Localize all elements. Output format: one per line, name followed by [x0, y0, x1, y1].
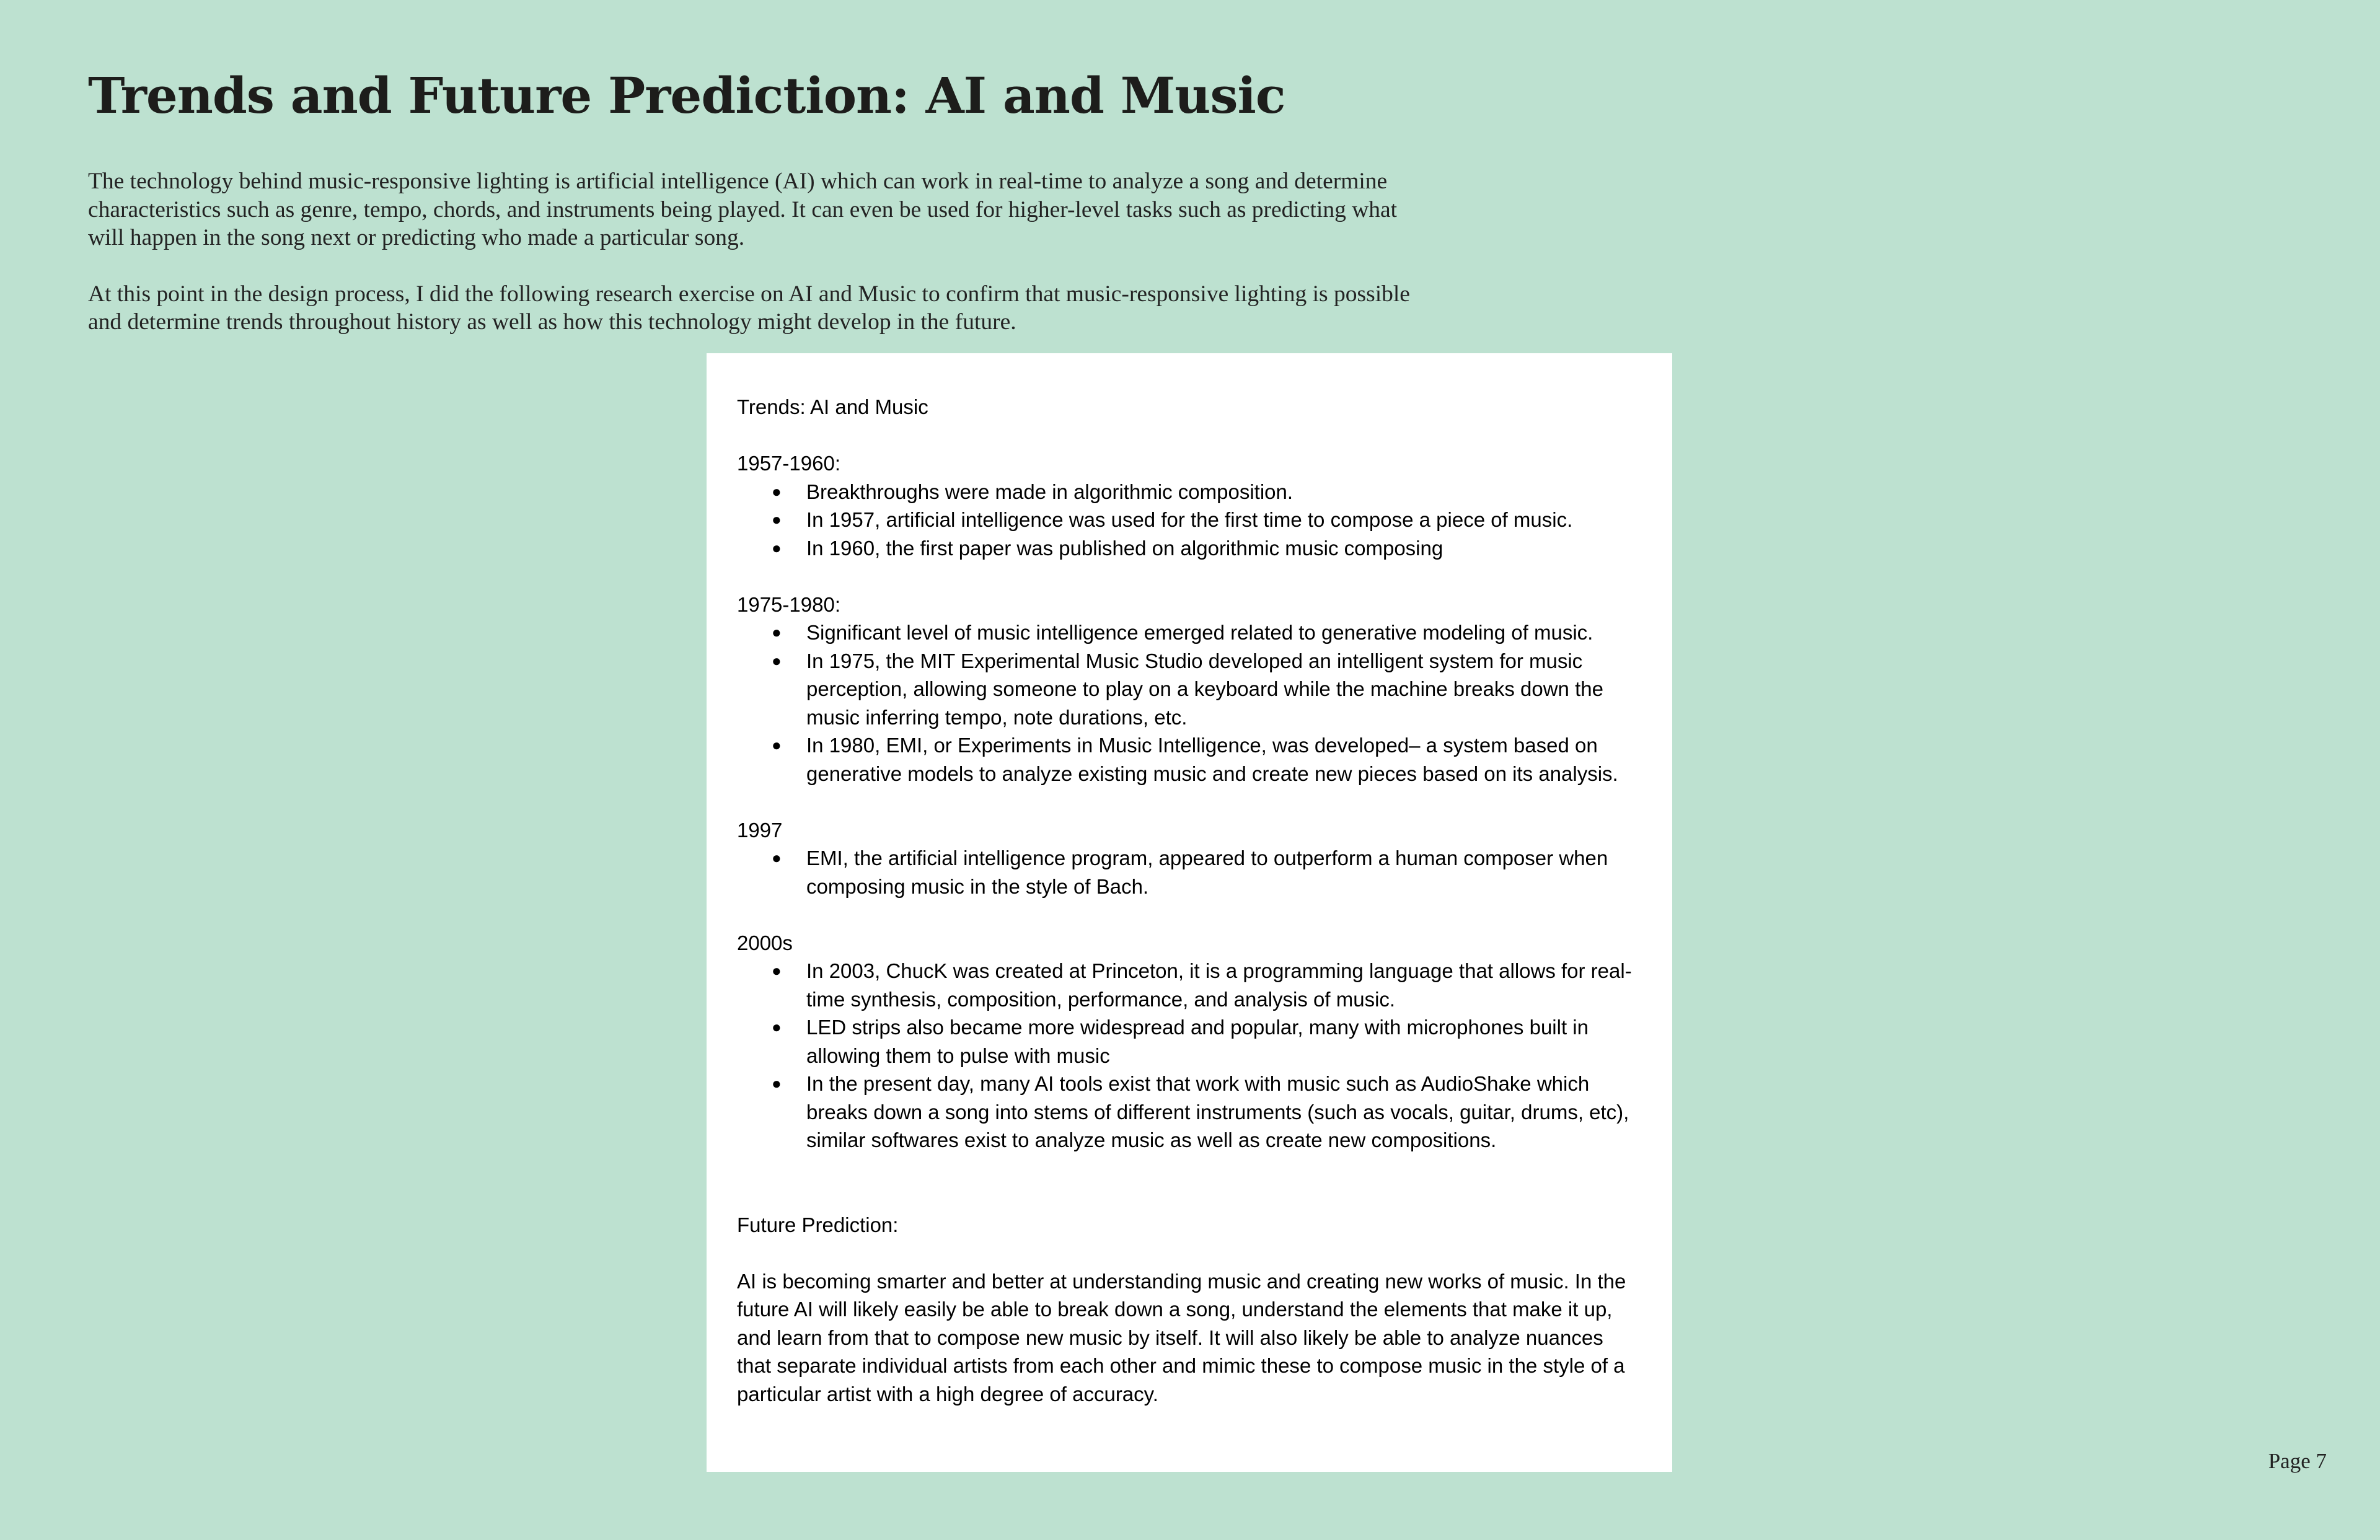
list-item — [737, 647, 1641, 732]
list-item-text: In 1980, EMI, or Experiments in Music Intelligence, was developed– a system based on generative models to analyze existing music and create new pieces based on its analysis. — [806, 734, 1618, 785]
bullet-icon: ● — [772, 482, 782, 501]
intro-paragraph: The technology behind music-responsive lighting is artificial intelligence (AI) which can work in real-time to analyze a song and determine characteristics such as genre, tempo, chords, and instruments being played. It can even be used for higher-level tasks such as predicting what will happen in the song next or predicting who made a particular song. — [88, 169, 1398, 250]
list-item-text: Significant level of music intelligence emerged related to generative modeling of music. — [806, 621, 1593, 644]
list-item — [737, 534, 1641, 563]
future-heading: Future Prediction: — [737, 1213, 899, 1236]
bullet-list — [737, 957, 1641, 1155]
list-item — [737, 618, 1641, 647]
bullet-icon: ● — [772, 651, 782, 670]
period-heading: 1997 — [737, 818, 783, 842]
list-item-text: In the present day, many AI tools exist that work with music such as AudioShake which breaks down a song into stems of different instruments (such as vocals, guitar, drums, etc), similar softwares exist to analyze music as well as create new compositions. — [806, 1072, 1629, 1151]
period-heading: 2000s — [737, 931, 793, 954]
list-item-text: In 1960, the first paper was published on algorithmic music composing — [806, 536, 1443, 560]
list-item — [737, 506, 1641, 534]
list-item-text: In 2003, ChucK was created at Princeton, it is a programming language that allows for real-time synthesis, composition, performance, and analysis of music. — [806, 959, 1632, 1011]
list-item — [737, 957, 1641, 1013]
page-title: Trends and Future Prediction: AI and Music — [88, 66, 1285, 125]
intro-text — [88, 167, 1433, 364]
list-item-text: Breakthroughs were made in algorithmic composition. — [806, 480, 1294, 503]
document-heading: Trends: AI and Music — [737, 395, 928, 418]
bullet-icon: ● — [772, 1074, 782, 1093]
embedded-document — [707, 353, 1672, 1472]
list-item — [737, 731, 1641, 788]
list-item — [737, 478, 1641, 506]
intro-paragraph: At this point in the design process, I did the following research exercise on AI and Music to confirm that music-responsive lighting is possible and determine trends throughout history as well as how this technology might develop in the future. — [88, 281, 1410, 335]
list-item — [737, 844, 1641, 900]
bullet-icon: ● — [772, 736, 782, 754]
bullet-icon: ● — [772, 848, 782, 867]
bullet-icon: ● — [772, 961, 782, 980]
future-paragraph: AI is becoming smarter and better at understanding music and creating new works of music. In the future AI will likely easily be able to break down a song, understand the elements that make it up, and learn from that to compose new music by itself. It will also likely be able to analyze nuances that separate individual artists from each other and mimic these to compose music in the style of a particular artist with a high degree of accuracy. — [737, 1269, 1626, 1406]
bullet-list — [737, 844, 1641, 900]
bullet-icon: ● — [772, 538, 782, 557]
list-item — [737, 1070, 1641, 1155]
bullet-icon: ● — [772, 1018, 782, 1036]
list-item-text: LED strips also became more widespread and popular, many with microphones built in allowing them to pulse with music — [806, 1016, 1589, 1067]
bullet-icon: ● — [772, 510, 782, 529]
list-item-text: In 1957, artificial intelligence was used for the first time to compose a piece of music. — [806, 508, 1573, 531]
bullet-list — [737, 478, 1641, 563]
list-item — [737, 1013, 1641, 1070]
list-item-text: In 1975, the MIT Experimental Music Studio developed an intelligent system for music perception, allowing someone to play on a keyboard while the machine breaks down the music inferring tempo, note durations, etc. — [806, 649, 1603, 729]
period-heading: 1957-1960: — [737, 452, 840, 475]
page-number: Page 7 — [2268, 1449, 2327, 1473]
bullet-list — [737, 618, 1641, 788]
period-heading: 1975-1980: — [737, 592, 840, 616]
bullet-icon: ● — [772, 623, 782, 641]
list-item-text: EMI, the artificial intelligence program, appeared to outperform a human composer when composing music in the style of Bach. — [806, 847, 1608, 898]
